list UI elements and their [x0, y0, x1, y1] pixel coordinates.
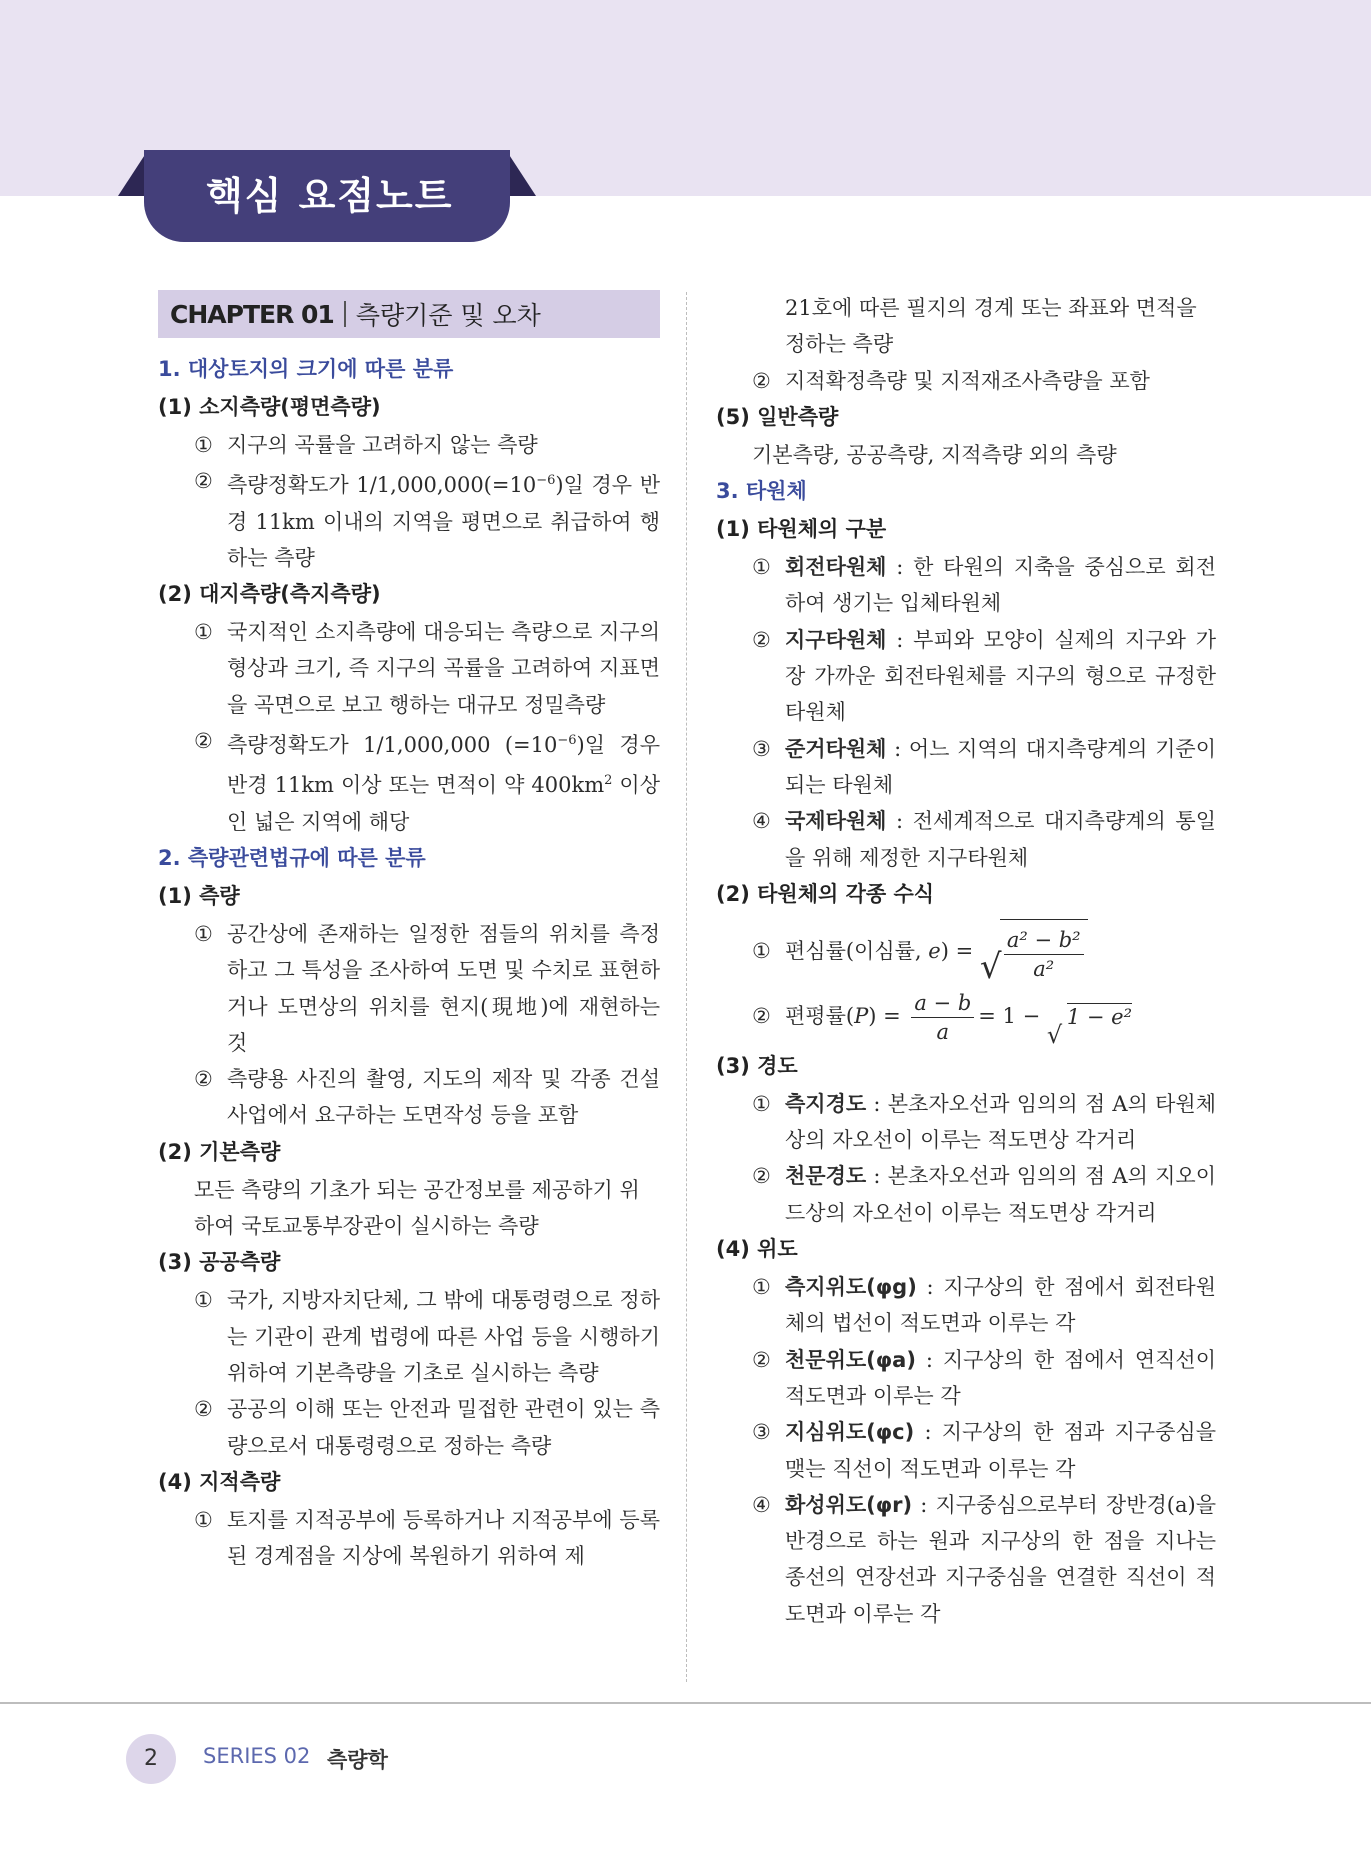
section-heading: 2. 측량관련법규에 따른 분류	[158, 845, 426, 870]
list-item	[158, 1502, 660, 1575]
item-marker: ④	[752, 809, 771, 834]
list-item	[716, 1158, 1216, 1231]
list-item	[716, 622, 1216, 731]
right-column	[716, 290, 1216, 1632]
item-text: 측량용 사진의 촬영, 지도의 제작 및 각종 건설사업에서 요구하는 도면작성 등을 포함	[227, 1067, 660, 1128]
formula-flattening	[716, 984, 1216, 1048]
denominator: a	[936, 1019, 950, 1044]
item-text: 이상인 넓은 지역에 해당	[227, 773, 660, 834]
item-text: 토지를 지적공부에 등록하거나 지적공부에 등록된 경계점을 지상에 복원하기 위하여 제	[227, 1507, 660, 1569]
item-text: : 부피와 모양이 실제의 지구와 가장 가까운 회전타원체를 지구의 형으로 규정한 타원체	[785, 627, 1216, 725]
radical-sign: √	[979, 946, 1002, 987]
subsection-heading: (4) 지적측량	[158, 1469, 281, 1494]
radicand: 1 − e²	[1066, 1005, 1133, 1030]
term: 천문위도(φa)	[785, 1347, 916, 1372]
item-text: : 한 타원의 지축을 중심으로 회전하여 생기는 입체타원체	[785, 555, 1216, 616]
formula-rest: = 1 −	[978, 1003, 1041, 1028]
numerator: a − b	[911, 989, 974, 1018]
item-marker: ①	[194, 620, 213, 645]
chapter-header	[158, 290, 660, 338]
list-item	[716, 363, 1216, 399]
list-item	[158, 427, 660, 463]
list-item	[158, 1391, 660, 1464]
formula-symbol: P	[854, 1003, 869, 1028]
item-text: : 전세계적으로 대지측량계의 통일을 위해 제정한 지구타원체	[785, 809, 1216, 870]
section-heading: 3. 타원체	[716, 479, 807, 504]
fraction	[1004, 926, 1084, 983]
subsection-heading: (1) 소지측량(평면측량)	[158, 395, 381, 419]
item-text: : 지구상의 한 점에서 회전타원체의 법선이 적도면과 이루는 각	[785, 1275, 1216, 1336]
item-text: 공간상에 존재하는 일정한 점들의 위치를 측정하고 그 특성을 조사하여 도면 및 수치로 표현하거나 도면상의 위치를 현지(現地)에 재현하는 것	[227, 921, 660, 1055]
term: 측지경도	[785, 1091, 867, 1116]
list-item	[158, 723, 660, 840]
term: 회전타원체	[785, 555, 887, 580]
item-text: : 지구상의 한 점에서 연직선이 적도면과 이루는 각	[785, 1347, 1216, 1408]
list-item	[158, 916, 660, 1061]
list-item	[716, 1269, 1216, 1342]
item-marker: ①	[194, 1288, 213, 1313]
item-text: 측량정확도가 1/1,000,000 (=10	[227, 733, 558, 758]
item-text: : 어느 지역의 대지측량계의 기준이 되는 타원체	[785, 736, 1216, 797]
list-item	[716, 731, 1216, 804]
item-marker: ①	[194, 921, 213, 946]
item-marker: ①	[752, 1275, 771, 1300]
paragraph: 모든 측량의 기초가 되는 공간정보를 제공하기 위하여 국토교통부장관이 실시하는 측량	[194, 1177, 640, 1239]
item-text: 국지적인 소지측량에 대응되는 측량으로 지구의 형상과 크기, 즉 지구의 곡률을 고려하여 지표면을 곡면으로 보고 행하는 대규모 정밀측량	[227, 620, 660, 717]
square-root	[980, 919, 1088, 986]
list-item	[158, 614, 660, 723]
superscript: −6	[557, 733, 577, 749]
list-item	[716, 1487, 1216, 1632]
item-marker: ①	[752, 555, 771, 580]
continued-text: 21호에 따른 필지의 경계 또는 좌표와 면적을 정하는 측량	[785, 296, 1197, 357]
subsection-heading: (2) 기본측량	[158, 1139, 281, 1164]
item-text: )일 경우 반경 11km 이내의 지역을 평면으로 취급하여 행하는 측량	[227, 473, 660, 570]
item-text: 지구의 곡률을 고려하지 않는 측량	[227, 433, 538, 457]
subsection-heading: (3) 경도	[716, 1053, 798, 1078]
item-marker: ③	[752, 736, 771, 761]
item-marker: ①	[752, 1091, 771, 1116]
item-marker: ②	[194, 1067, 213, 1092]
paragraph: 기본측량, 공공측량, 지적측량 외의 측량	[752, 442, 1117, 467]
square-root	[1047, 985, 1132, 1049]
item-text: 측량정확도가 1/1,000,000(=10	[227, 473, 537, 498]
item-marker: ②	[752, 368, 771, 393]
subsection-heading: (1) 타원체의 구분	[716, 517, 887, 542]
footer-series: SERIES 02	[203, 1744, 311, 1768]
subsection-heading: (3) 공공측량	[158, 1250, 281, 1275]
item-text: )일 경우 반경 11km 이상 또는 면적이 약 400km	[227, 733, 660, 798]
subsection-heading: (4) 위도	[716, 1237, 798, 1262]
subsection-heading: (2) 대지측량(측지측량)	[158, 582, 381, 607]
formula-label: 편심률(이심률,	[785, 938, 929, 963]
term: 준거타원체	[785, 736, 887, 761]
superscript: −6	[536, 473, 556, 489]
item-text: : 지구중심으로부터 장반경(a)을 반경으로 하는 원과 지구상의 한 점을 지나는 종선의 연장선과 지구중심을 연결한 직선이 적도면과 이루는 각	[785, 1492, 1216, 1626]
item-marker: ①	[194, 1507, 213, 1532]
term: 지구타원체	[785, 627, 887, 652]
term: 국제타원체	[785, 809, 887, 834]
fraction	[911, 989, 974, 1046]
term: 화성위도(φr)	[785, 1492, 913, 1517]
item-text: : 본초자오선과 임의의 점 A의 타원체상의 자오선이 이루는 적도면상 각거리	[785, 1091, 1216, 1153]
item-marker: ④	[752, 1492, 771, 1517]
subsection-heading: (2) 타원체의 각종 수식	[716, 881, 935, 906]
item-text: : 지구상의 한 점과 지구중심을 맺는 직선이 적도면과 이루는 각	[785, 1420, 1216, 1481]
section-heading: 1. 대상토지의 크기에 따른 분류	[158, 357, 454, 381]
page-number: 2	[126, 1734, 176, 1784]
term: 지심위도(φc)	[785, 1420, 915, 1445]
formula-label: 편평률(	[785, 1003, 855, 1028]
subsection-heading: (1) 측량	[158, 883, 240, 908]
superscript: 2	[604, 773, 613, 789]
chapter-separator	[344, 301, 346, 327]
item-text: 지적확정측량 및 지적재조사측량을 포함	[785, 368, 1150, 393]
left-column	[158, 290, 660, 1574]
list-item	[716, 803, 1216, 876]
item-marker: ②	[752, 1003, 771, 1028]
item-text: 국가, 지방자치단체, 그 밖에 대통령령으로 정하는 기관이 관계 법령에 따른 사업 등을 시행하기 위하여 기본측량을 기초로 실시하는 측량	[227, 1288, 660, 1385]
page-banner-title: 핵심 요점노트	[144, 150, 510, 242]
item-marker: ②	[194, 1397, 213, 1422]
item-text: 공공의 이해 또는 안전과 밀접한 관련이 있는 측량으로서 대통령령으로 정하는 측량	[227, 1397, 660, 1458]
item-text: : 본초자오선과 임의의 점 A의 지오이드상의 자오선이 이루는 적도면상 각거리	[785, 1164, 1216, 1225]
chapter-title: 측량기준 및 오차	[355, 301, 541, 330]
list-item	[158, 1061, 660, 1134]
item-marker: ②	[194, 469, 213, 494]
item-marker: ①	[752, 938, 771, 963]
numerator: a² − b²	[1004, 926, 1084, 955]
term: 천문경도	[785, 1164, 867, 1189]
radical-sign: √	[1046, 1021, 1063, 1050]
item-marker: ①	[194, 433, 213, 457]
list-item	[716, 1342, 1216, 1415]
list-item	[716, 1414, 1216, 1487]
list-item	[158, 1282, 660, 1391]
list-item	[716, 1086, 1216, 1159]
list-item	[716, 549, 1216, 622]
subsection-heading: (5) 일반측량	[716, 404, 839, 429]
footer-subject: 측량학	[327, 1748, 388, 1772]
chapter-label: CHAPTER 01	[170, 299, 334, 329]
radicand	[1000, 919, 1088, 986]
banner-wing-right	[506, 150, 536, 196]
formula-eccentricity	[716, 918, 1216, 987]
term: 측지위도(φg)	[785, 1275, 917, 1300]
list-item	[158, 463, 660, 576]
item-marker: ②	[752, 627, 771, 652]
footer-rule	[0, 1702, 1371, 1704]
formula-symbol: e	[928, 938, 941, 963]
denominator: a²	[1033, 956, 1055, 981]
item-marker: ②	[752, 1164, 771, 1189]
formula-label: ) =	[868, 1003, 901, 1028]
item-marker: ②	[194, 729, 213, 754]
formula-label: ) =	[940, 938, 974, 963]
column-divider	[686, 292, 687, 1682]
item-marker: ③	[752, 1420, 771, 1445]
item-marker: ②	[752, 1347, 771, 1372]
